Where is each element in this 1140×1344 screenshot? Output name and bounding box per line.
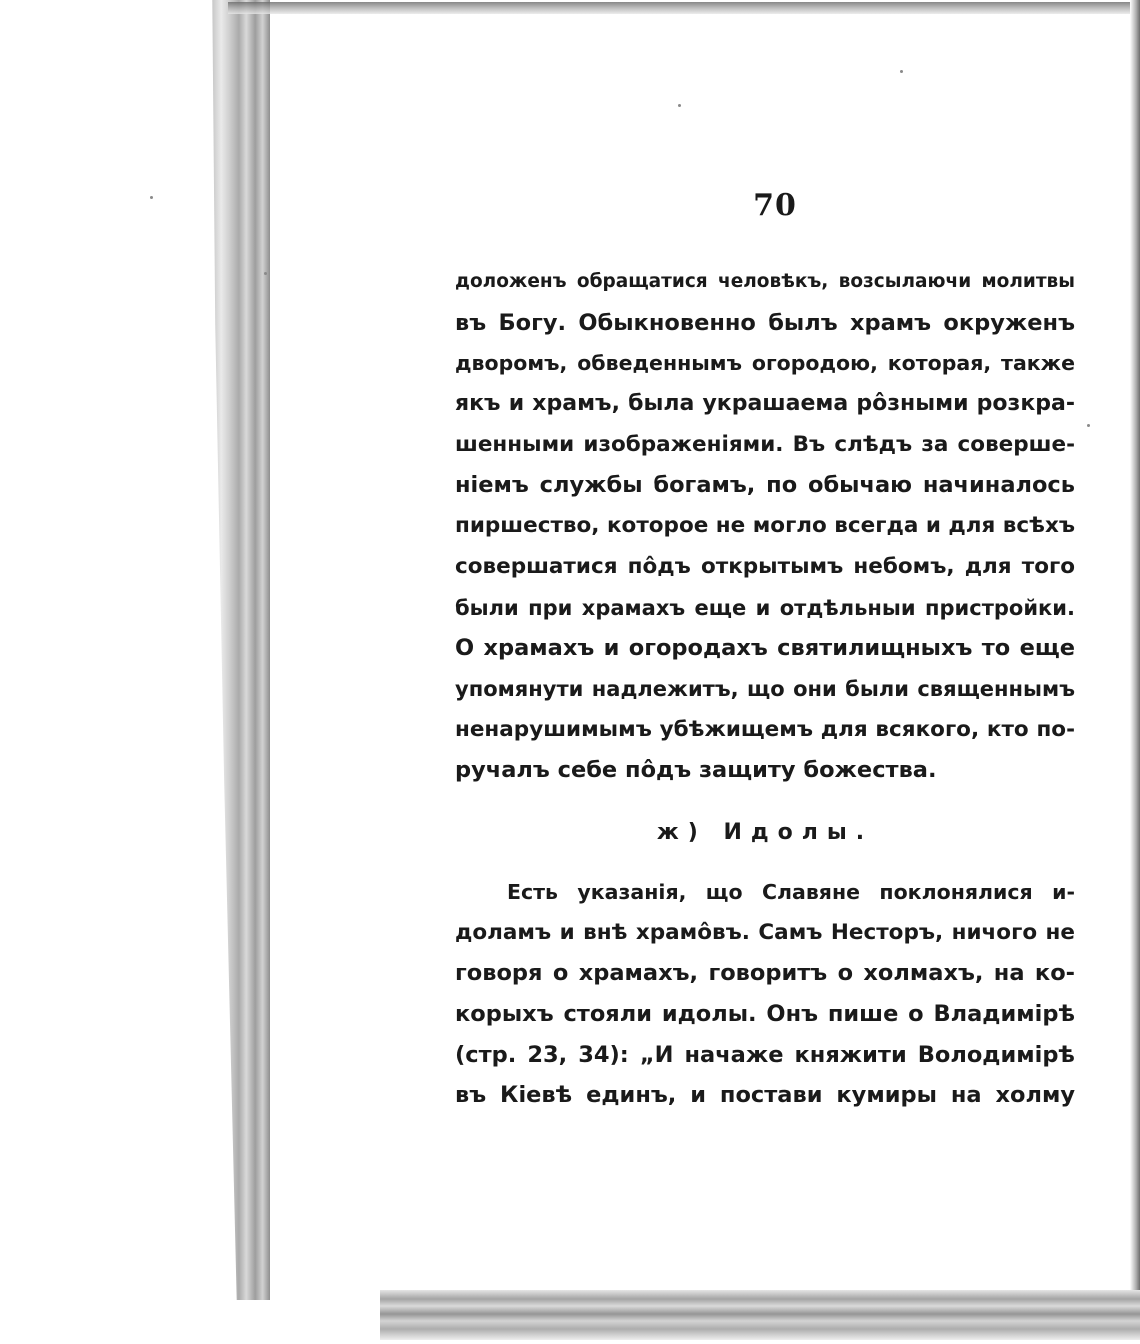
book-spine-edge [196,0,270,1300]
text-line: доложенъ обращатися человѣкъ, возсылаючи молитвы [455,271,1075,292]
page-right-edge [1130,0,1140,1290]
text-line: въ Кіевѣ единъ, и постави кумиры на холму [455,1082,1075,1109]
scan-speck [678,104,681,107]
text-line: упомянути надлежитъ, що они были священнымъ [455,676,1075,701]
text-line: ручалъ себе пôдъ защиту божества. [455,757,937,784]
text-line: якъ и храмъ, была украшаема рôзными розкра- [455,391,1075,417]
text-line: говоря о храмахъ, говоритъ о холмахъ, на ко- [455,960,1075,987]
scan-speck [1087,424,1090,427]
text-line: шенными изображеніями. Въ слѣдъ за соверше- [455,431,1075,457]
text-line: пиршество, которое не могло всегда и для всѣхъ [455,513,1075,539]
scan-speck [900,70,903,73]
page-bottom-edge [380,1290,1140,1340]
scan-speck [150,196,153,199]
text-line: корыхъ стояли идолы. Онъ пише о Владимірѣ [455,1001,1075,1028]
text-line: были при храмахъ еще и отдѣльныи пристройки. [455,595,1075,620]
section-heading: ж) Идолы. [656,820,874,845]
text-line: дворомъ, обведеннымъ огородою, которая, также [455,351,1075,376]
text-line: въ Богу. Обыкновенно былъ храмъ окруженъ [455,309,1075,336]
paragraph-idols [455,872,1075,1116]
text-line: ніемъ службы богамъ, по обычаю начиналось [455,472,1075,499]
text-line: О храмахъ и огородахъ святилищныхъ то еще [455,635,1075,662]
paragraph-temples [455,262,1075,791]
text-line: ненарушимымъ убѣжищемъ для всякого, кто по- [455,716,1075,742]
text-line: (стр. 23, 34): „И начаже княжити Володимірѣ [455,1041,1075,1068]
text-line: доламъ и внѣ храмôвъ. Самъ Несторъ, ничого не [455,919,1075,945]
scan-speck [264,272,267,275]
text-line: Есть указанія, що Славяне поклонялися и- [507,880,1075,904]
page-top-edge [228,2,1140,14]
text-line: совершатися пôдъ открытымъ небомъ, для того [455,553,1075,579]
page-number: 70 [753,188,797,223]
